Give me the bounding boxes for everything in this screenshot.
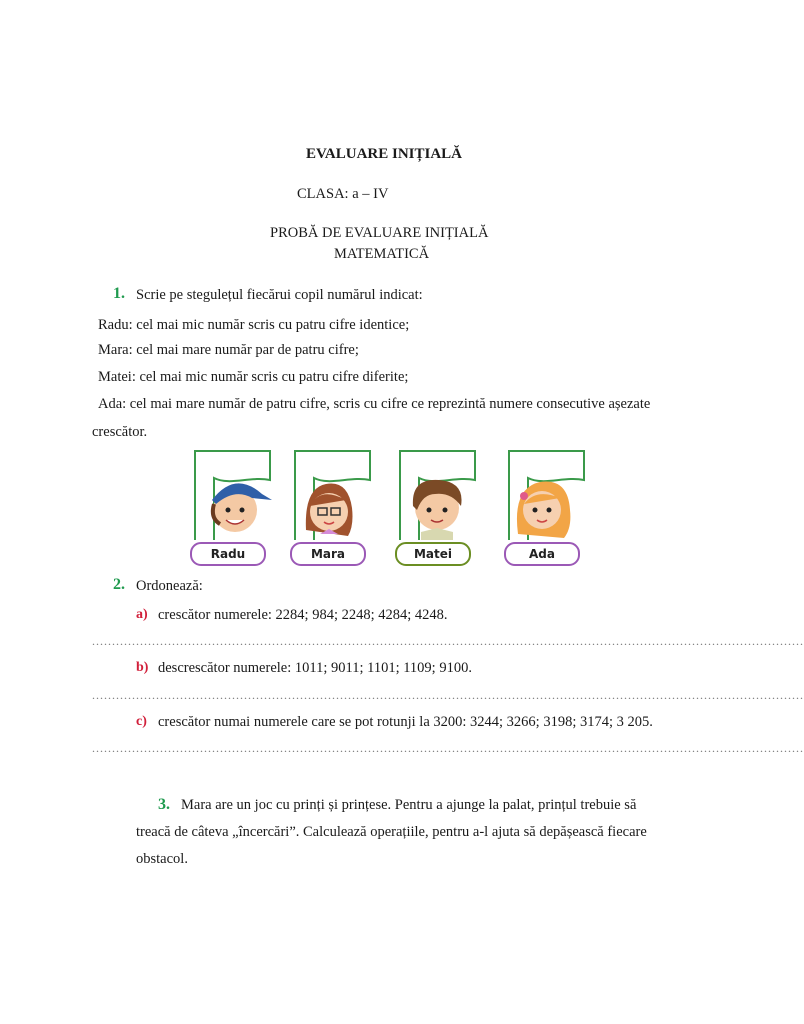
exercise-3-number: 3. [158, 796, 170, 813]
item-letter-b: b) [136, 660, 149, 675]
exercise-1-line: crescător. [92, 424, 148, 440]
class-label: CLASA: a – IV [297, 186, 389, 202]
exercise-1-line: Matei: cel mai mic număr scris cu patru cifre diferite; [98, 369, 409, 385]
test-title: PROBĂ DE EVALUARE INIȚIALĂ [270, 225, 489, 241]
kid-name-badge: Ada [504, 542, 580, 566]
exercise-2-prompt: Ordonează: [136, 578, 203, 594]
boy-avatar-icon [212, 483, 272, 532]
flag-icon [395, 448, 495, 544]
exercise-3-line: obstacol. [136, 851, 188, 867]
item-text-b: descrescător numerele: 1011; 9011; 1101; 1109; 9100. [158, 660, 472, 676]
exercise-3-line: treacă de câteva „încercări”. Calculează operațiile, pentru a-l ajuta să depășească fiecare [136, 824, 647, 840]
kid-card-matei [395, 448, 495, 568]
item-letter-a: a) [136, 607, 148, 622]
kid-name-badge: Matei [395, 542, 471, 566]
flag-icon [504, 448, 604, 544]
item-text-a: crescător numerele: 2284; 984; 2248; 4284; 4248. [158, 607, 448, 623]
answer-dotted-line: .................................................................................................................................................................................. [92, 741, 804, 755]
exercise-1-prompt: Scrie pe stegulețul fiecărui copil numărul indicat: [136, 287, 423, 303]
kid-card-radu [190, 448, 290, 568]
flag-icon [290, 448, 390, 544]
flag-icon [190, 448, 290, 544]
exercise-1-line: Mara: cel mai mare număr par de patru cifre; [98, 342, 359, 358]
item-text-c: crescător numai numerele care se pot rotunji la 3200: 3244; 3266; 3198; 3174; 3 205. [158, 714, 653, 730]
boy-avatar-icon [413, 480, 462, 540]
kid-name-badge: Mara [290, 542, 366, 566]
exercise-1-line: Ada: cel mai mare număr de patru cifre, scris cu cifre ce reprezintă numere consecutive așezate [98, 396, 651, 412]
exercise-2-number: 2. [113, 576, 125, 593]
exercise-3-line: Mara are un joc cu prinți și prințese. Pentru a ajunge la palat, prințul trebuie să [181, 797, 637, 813]
page-title: EVALUARE INIȚIALĂ [306, 146, 463, 162]
kid-card-ada [504, 448, 604, 568]
kid-name-badge: Radu [190, 542, 266, 566]
exercise-1-line: Radu: cel mai mic număr scris cu patru cifre identice; [98, 317, 410, 333]
item-letter-c: c) [136, 714, 147, 729]
answer-dotted-line: .................................................................................................................................................................................. [92, 688, 804, 702]
kid-card-mara [290, 448, 390, 568]
answer-dotted-line: .................................................................................................................................................................................. [92, 634, 804, 648]
subject-title: MATEMATICĂ [334, 246, 430, 262]
exercise-1-number: 1. [113, 285, 125, 302]
